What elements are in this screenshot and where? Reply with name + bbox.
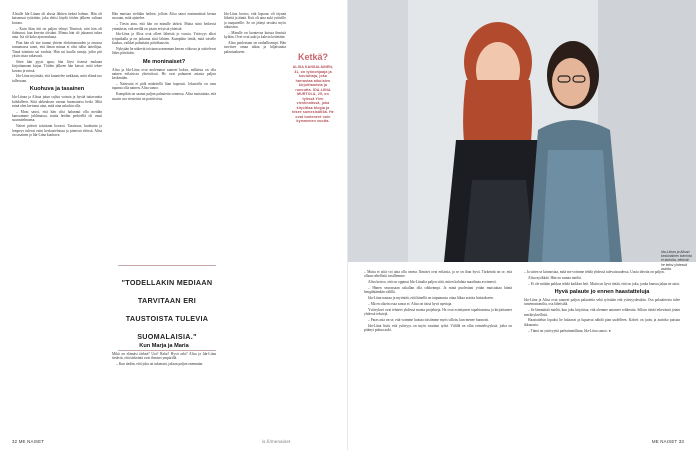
subheading: Hyvä palaute jo ennen haastatteluja: [554, 289, 650, 296]
paragraph: Alisalle Ida-Liinan oli alusta lähtien tärkeä hahmo. Hän oli katsannut tytärtään, joka ehtisi käydä töiden jälkeen valtaan kotona.: [12, 12, 102, 25]
paragraph: Ida-Liina kertoo, että lapsuus oli täynnä liikettä ja ääntä. Koti oli aina auki ystäville ja naapureille. Se on jäänyt tavaksi myös aikuisena.: [224, 12, 286, 30]
paragraph: – Ei ole mitään pakkoa tehdä kaikkea heti. Mutta on hyvä tietää, että on joku, jonka kanssa jakaa ne asiat.: [528, 281, 680, 286]
portrait-photo: [348, 0, 696, 262]
paragraph: Ida-Liina myöntää, että kuuntelee tarkkaan, mitä elämä tuo tullessaan.: [12, 74, 102, 83]
paragraph: Haastattelun lopuksi he halaavat ja lupaavat nähdä pian uudelleen. Kahvit on juotu ja aurinko paistaa ikkunasta.: [524, 318, 680, 327]
sidebar-text: ALISA KANSALAINEN, 31, on työnohjaaja ja kouluttaja, joka harrastaa aikuisten kirjoittamista ja runoutta. IDA-LIINA MURTOLA, 29, on työssä Ylen viestinnässä, joka kirjoittaa blogia ja tekee somesisältöä. He ovat tunteneet noin kymmenen vuotta.: [292, 65, 334, 123]
paragraph: – Kun tiedän, että joku on tukenani, jaksan paljon enemmän.: [116, 362, 204, 367]
pull-quote-text: "TODELLAKIN MEDIAAN TARVITAAN ERI TAUSTOISTA TULEVIA SUOMALAISIA.": [121, 278, 213, 341]
photo-caption: Ida-Liinan ja Alisan keskinäinen toiminta ei tarkoita, etteivät he tekisi yhdessä asioita.: [661, 250, 692, 271]
paragraph: Hän muistaa vieläkin hetken, jolloin Alisa sanoi ensimmäistä kertaa suoraan, mitä ajattelee.: [112, 12, 216, 21]
paragraph: Ida-Liina ja Alisa ovat olleet läheisiä jo vuosia. Ystävyys alkoi työpaikalla ja on jatkunut siitä lähtien. Kumpikin tietää, mitä toiselle kuuluu, vaikkei puhuttaisi päiväkausiin.: [112, 32, 216, 46]
paragraph: – Moni sanoi, että hän olisi halunnut olla meidän kanssamme juhlimassa, mutta heidän perheellä oli omat suunnitelmansa.: [12, 109, 102, 123]
subheading: Kuohuva ja tasainen: [29, 86, 85, 93]
paragraph: Alisa nyökkää. Hän on samaa mieltä.: [528, 275, 582, 280]
who-sidebar: [292, 52, 334, 124]
paragraph: Nykyään he näkevät toisiaan useamman kerran viikossa ja soittelevat lähes päivittäin.: [112, 46, 216, 56]
page-number-right: ME NAISET 33: [651, 439, 684, 444]
paragraph: Ystävykset ovat tehneet yhdessä monia projekteja. He ovat esiintyneet tapahtumissa ja kirjoittaneet yhdessä tekstejä.: [364, 307, 512, 317]
subheading: Me moninaiset?: [142, 58, 186, 65]
paragraph: Ida-Liina ja Alisa ovat saaneet paljon palautetta sekä työstään että ystävyydestään. Osa palautteesta tulee tuntemattomilta, osa läheisiltä.: [524, 298, 680, 307]
pull-quote: [118, 265, 216, 351]
paragraph: – Mutta ei siitä voi aina olla varma. Ihmiset ovat erilaisia, ja se on ihan hyvä. Tärkeintä on se, että ollaan rehellisiä toisillemme.: [364, 270, 512, 279]
paragraph: Ida-Liina nauraa ja myöntää, että hänellä on taipumusta ottaa liikaa asioita hoitaakseen.: [368, 296, 494, 301]
left-column-3: [224, 12, 286, 437]
paragraph: – Kuin Idan äiti on paljon tehnyt Tiimissä, niin hän oli ilahtunut, kun kerroin töistäni. Minua hän oli jaksanut tukea aina. Isä oli koko ajan mukana.: [12, 26, 102, 40]
paragraph: Naiset pitävät toisistaan kovasti. Tasaisuus, kuohunta ja lempeys tulevat esiin keskusteluissa ja pienissä eleissä. Alisa on tasainen ja Ida-Liina kuohuva.: [12, 124, 102, 137]
paragraph: – Ja sitten se kiinnostaa, mitä me voimme tehdä yhdessä tulevaisuudessa. Uusia ideoita on paljon.: [524, 270, 665, 274]
left-column-2: [112, 12, 216, 260]
paragraph: – Paras asia on se, että voimme luottaa toisiimme myös silloin, kun menee huonosti.: [368, 318, 490, 323]
right-column-1: [364, 270, 512, 435]
left-column-1: [12, 12, 102, 139]
paragraph: Alisa kertoo, että on oppinut Ida-Liinalta paljon siitä, miten kohdata maailmaa avoimesti.: [368, 280, 497, 285]
paragraph: – Tiesin aina, että hän on minulle tärkeä. Mutta siinä hetkessä ymmärsin, että meillä on jotain erityistä yhteistä.: [112, 22, 216, 31]
photo-illustration: [348, 0, 696, 262]
paragraph: Kumpikin on saanut paljon palautetta somessa. Alisa muistuttaa, että suurin osa viesteistä on positiivisia.: [112, 92, 216, 101]
subheading: Kun Marja ja Maria: [139, 343, 189, 349]
left-column-2-bottom: [112, 340, 216, 435]
paragraph: Mikä on elämäsi tärkeä? Ura? Raha? Hyvä arki? Alisa ja Ida-Liina tietävät, että tärkeintä ovat ihmiset ympärillä.: [112, 352, 216, 361]
paragraph: Pian hän oli itse tuonut yhteen ehdottomuuden ja omassa tuntumassa sanoi, että ilman minua ei olisi tullut taiteilijaa. Tämä toiminta sai vauhtia. Hän sai kuulla sanoja, jotka piti yksin ottaa vakavasti.: [12, 41, 102, 59]
paragraph: Siten hän pyysi apua, hän löysi itsensä mukaan kirjoittamaan kirjaa. Töiden jälkeen hän katsoi, mitä tekee kotona ja missä.: [12, 59, 102, 73]
right-column-2: [524, 270, 680, 435]
paragraph: – Naiseutta ei pidä määritellä liian kapeasti. Jokaisella on oma tapansa olla nainen, Alisa sanoo.: [112, 82, 216, 91]
paragraph: – Se lämmittää mieltä, kun joku kirjoittaa, että olemme antaneet rohkeutta. Silloin tietää tekevänsä jotain merkityksellistä.: [524, 308, 680, 317]
paragraph: Alisa ja Ida-Liina ovat molemmat saaneet kokea, millaista on olla nainen erilaisissa yhteisöissä. He ovat puhuneet asiasta paljon keskenään.: [112, 67, 216, 81]
right-page: [348, 0, 696, 450]
paragraph: – Tämä on ystävyyttä parhaimmillaan, Ida-Liina sanoo. ●: [528, 328, 611, 333]
page-number-left: 32 ME NAISET: [12, 439, 45, 444]
sidebar-title: Ketkä?: [297, 52, 328, 62]
paragraph: – Minulle on luontevaa kutsua ihmisiä kylään. Ovet ovat auki ja kahvia keitetään.: [224, 30, 286, 40]
paragraph: – Hänen seurassaan uskallan olla rohkeampi. Ja minä puolestani yritän muistuttaa häntä hengähtämään välillä.: [364, 286, 512, 295]
paragraph: Alisa puolestaan on rauhallisempi. Hän tarvitsee omaa aikaa ja hiljaisuutta palautuakseen.: [224, 41, 286, 54]
website-url: is.fi/menaiset: [262, 439, 291, 444]
paragraph: – Mä en oikein osaa sanoa ei. Alisa on tässä hyvä opettaja.: [368, 302, 453, 307]
paragraph: Ida-Liina lisää, että ystävyys on myös vaatinut työtä. Välillä on ollut erimielisyyksiä, jotka on pitänyt puhua auki.: [364, 323, 512, 333]
paragraph: Ida-Liinaa ja Alisaa jutun sojluu voimia ja hyvää tuttavuutta kohdalleen. Siitä uhkeuksen varaan huomattava hetki. Mitä minä olen kertonut aina, mitä aina uskalsin olla.: [12, 95, 102, 108]
